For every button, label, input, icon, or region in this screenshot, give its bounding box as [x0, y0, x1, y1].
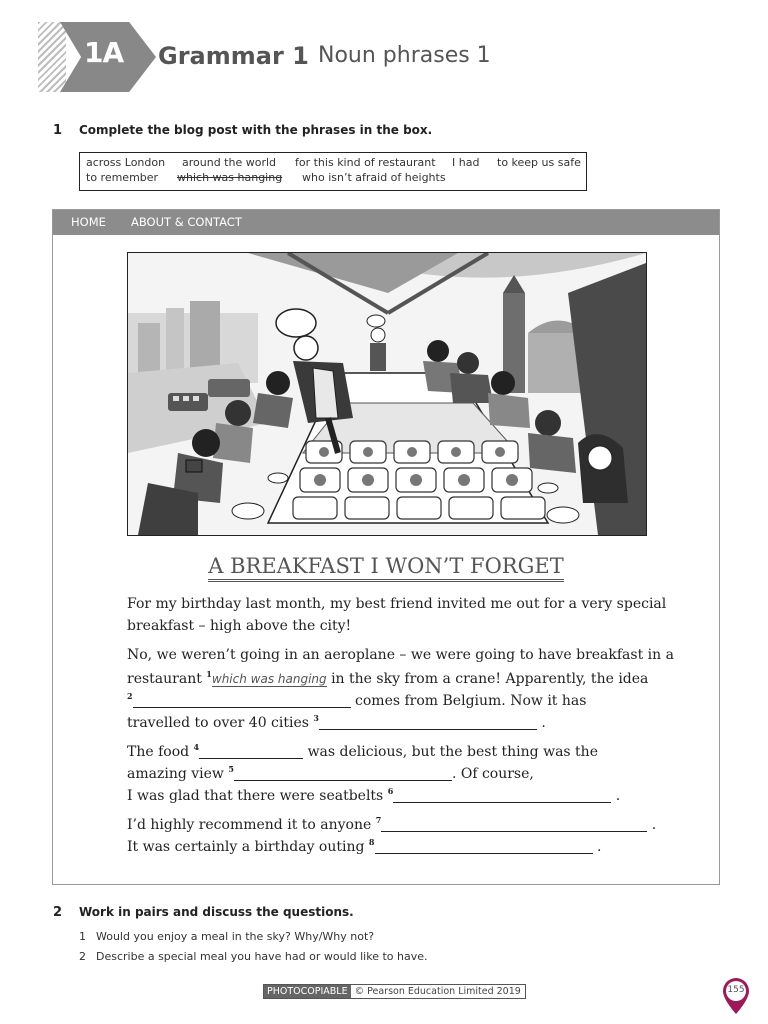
- blog-post: [52, 209, 720, 885]
- nav-about-contact-link[interactable]: ABOUT & CONTACT: [131, 215, 242, 229]
- paragraph-3-line-2: amazing view $^5$ . Of course,: [127, 764, 534, 782]
- paragraph-1-line-2: breakfast – high above the city!: [127, 618, 352, 634]
- answer-gap-2[interactable]: [133, 693, 351, 708]
- word-box-phrase: to remember: [86, 171, 159, 184]
- answer-gap-6[interactable]: [393, 788, 611, 803]
- exercise-2-number: 2: [53, 905, 63, 920]
- word-box-phrase: across London: [86, 156, 166, 169]
- word-box-phrase: who isn’t afraid of heights: [302, 171, 446, 184]
- gap-number: 1: [206, 669, 212, 679]
- question-number: 1: [79, 930, 86, 943]
- page-number-pin-icon: [721, 974, 751, 1016]
- word-box-phrase: to keep us safe: [497, 156, 581, 169]
- gap-number: 3: [313, 713, 319, 723]
- answer-gap-3[interactable]: [319, 715, 537, 730]
- word-box-phrase-used: which was hanging: [177, 171, 283, 184]
- header-hatch: [38, 22, 66, 92]
- paragraph-2-line-4: travelled to over 40 cities $^3$ .: [127, 713, 546, 731]
- page-title: Grammar 1: [158, 42, 309, 70]
- copyright-text: © Pearson Education Limited 2019: [354, 986, 521, 997]
- paragraph-2-line-3: $^2$ comes from Belgium. Now it has: [127, 691, 587, 709]
- blog-post-title: A BREAKFAST I WON’T FORGET: [53, 554, 719, 582]
- nav-home-link[interactable]: HOME: [71, 215, 106, 229]
- question-text: Would you enjoy a meal in the sky? Why/Why not?: [96, 930, 375, 943]
- answer-gap-4[interactable]: [199, 744, 303, 759]
- gap-number: 4: [193, 742, 200, 752]
- word-box: [79, 152, 587, 191]
- word-box-phrase: I had: [452, 156, 480, 169]
- gap-number: 5: [228, 764, 234, 774]
- answer-gap-7[interactable]: [381, 817, 647, 832]
- unit-code: 1A: [84, 36, 124, 69]
- paragraph-1-line-1: For my birthday last month, my best friend invited me out for a very special: [127, 596, 667, 612]
- page-subtitle: Noun phrases 1: [318, 43, 491, 68]
- paragraph-4-line-1: I’d highly recommend it to anyone $^7$ .: [127, 815, 657, 833]
- photocopiable-label: PHOTOCOPIABLE: [264, 985, 351, 998]
- gap-number: 2: [127, 691, 133, 701]
- question-number: 2: [79, 950, 86, 963]
- blog-nav: [53, 210, 719, 235]
- example-answer: which was hanging: [211, 672, 327, 686]
- answer-gap-5[interactable]: [234, 766, 452, 781]
- page-number: 155: [727, 985, 745, 995]
- breakfast-illustration: [127, 252, 647, 536]
- gap-number: 8: [368, 837, 375, 847]
- exercise-2-instruction: Work in pairs and discuss the questions.: [79, 905, 354, 919]
- paragraph-2-line-1: No, we weren’t going in an aeroplane – we were going to have breakfast in a: [127, 647, 674, 663]
- word-box-phrase: around the world: [182, 156, 277, 169]
- word-box-phrase: for this kind of restaurant: [295, 156, 436, 169]
- footer-copyright: [263, 984, 526, 999]
- gap-number: 6: [387, 786, 394, 796]
- answer-gap-8[interactable]: [375, 839, 593, 854]
- paragraph-3-line-1: The food $^4$ was delicious, but the best thing was the: [127, 742, 598, 760]
- question-text: Describe a special meal you have had or would like to have.: [96, 950, 428, 963]
- paragraph-3-line-3: I was glad that there were seatbelts $^6$ .: [127, 786, 621, 804]
- paragraph-2-line-2: restaurant $^1$which was hanging in the sky from a crane! Apparently, the idea: [127, 669, 649, 687]
- gap-number: 7: [375, 815, 382, 825]
- exercise-1-number: 1: [53, 123, 63, 138]
- paragraph-4-line-2: It was certainly a birthday outing $^8$ .: [127, 837, 602, 855]
- exercise-1-instruction: Complete the blog post with the phrases in the box.: [79, 123, 433, 137]
